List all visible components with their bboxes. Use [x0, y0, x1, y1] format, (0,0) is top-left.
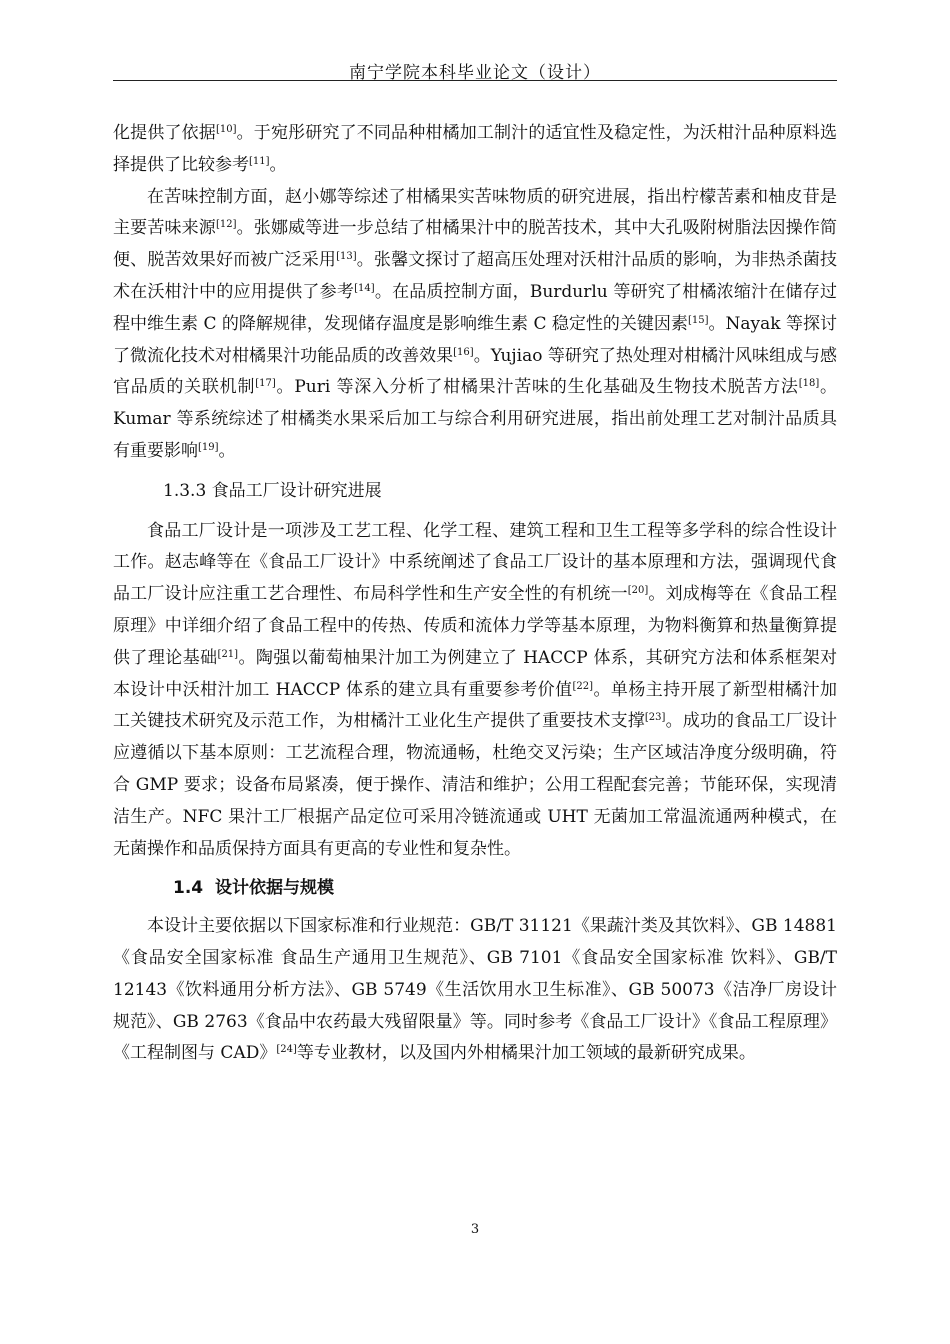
text-run: 。Nayak 等探讨了微流化技术对柑橘果汁功能品质的改善效果: [113, 313, 837, 366]
citation-ref: [12]: [215, 219, 237, 231]
text-run: 食品工厂设计是一项涉及工艺工程、化学工程、建筑工程和卫生工程等多学科的综合性设计工作。赵志峰等在《食品工厂设计》中系统阐述了食品工厂设计的基本原理和方法，强调现代食品工厂设计应注重工艺合理性、布局科学性和生产安全性的有机统一: [113, 520, 837, 605]
text-run: 。Kumar 等系统综述了柑橘类水果采后加工与综合利用研究进展，指出前处理工艺对制汁品质具有重要影响: [113, 377, 838, 461]
citation-ref: [23]: [644, 712, 666, 724]
text-run: 在苦味控制方面，赵小娜等综述了柑橘果实苦味物质的研究进展，指出柠檬苦素和柚皮苷是主要苦味来源: [113, 186, 837, 239]
text-run: 。张馨文探讨了超高压处理对沃柑汁品质的影响，为非热杀菌技术在沃柑汁中的应用提供了参考: [113, 250, 838, 302]
section-number: 1.4: [173, 878, 204, 899]
section-heading-1-4: [173, 873, 837, 905]
citation-ref: [13]: [336, 251, 357, 263]
text-run: 。: [218, 440, 236, 461]
citation-ref: [18]: [798, 378, 820, 390]
section-title: 设计依据与规模: [214, 878, 334, 899]
citation-ref: [19]: [198, 441, 219, 453]
citation-ref: [10]: [215, 124, 237, 135]
paragraph-2: [113, 182, 837, 468]
text-run: 。Yujiao 等研究了热处理对柑橘汁风味组成与感官品质的关联机制: [113, 345, 837, 398]
text-run: 。张娜威等进一步总结了柑橘果汁中的脱苦技术，其中大孔吸附树脂法因操作简便、脱苦效果好而被广泛采用: [113, 218, 838, 271]
document-body: [113, 118, 837, 1070]
citation-ref: [21]: [217, 648, 239, 660]
text-run: 化提供了依据: [113, 123, 216, 143]
page-number: 3: [470, 1222, 480, 1237]
running-header: 南宁学院本科毕业论文（设计）: [349, 63, 601, 83]
citation-ref: [14]: [354, 282, 375, 294]
paragraph-1: [113, 118, 837, 182]
text-run: 本设计主要依据以下国家标准和行业规范：GB/T 31121《果蔬汁类及其饮料》、GB 14881《食品安全国家标准 食品生产通用卫生规范》、GB 7101《食品安全国家标准 饮料》、GB/T 12143《饮料通用分析方法》、GB 5749《生活饮用水卫生标准》、GB 50073《洁净厂房设计规范》、GB 2763《食品中农药最大残留限量》等。同时参考《食品工厂设计》《食品工程原理》《工程制图与 CAD》: [113, 916, 837, 1064]
text-run: 。成功的食品工厂设计应遵循以下基本原则：工艺流程合理，物流通畅，杜绝交叉污染；生产区域洁净度分级明确，符合 GMP 要求；设备布局紧凑，便于操作、清洁和维护；公用工程配套完善；节能环保，实现清洁生产。NFC 果汁工厂根据产品定位可采用冷链流通或 UHT 无菌加工常温流通两种模式，在无菌操作和品质保持方面具有更高的专业性和复杂性。: [113, 711, 837, 859]
header-rule: [113, 80, 837, 81]
text-run: 。单杨主持开展了新型柑橘汁加工关键技术研究及示范工作，为柑橘汁工业化生产提供了重要技术支撑: [113, 679, 837, 732]
citation-ref: [22]: [572, 680, 594, 692]
citation-ref: [16]: [453, 346, 474, 358]
text-run: 。Puri 等深入分析了柑橘果汁苦味的生化基础及生物技术脱苦方法: [275, 377, 799, 398]
section-heading-1-3-3: 1.3.3 食品工厂设计研究进展: [163, 480, 382, 501]
citation-ref: [20]: [627, 585, 649, 597]
text-run: 。刘成梅等在《食品工程原理》中详细介绍了食品工程中的传热、传质和流体力学等基本原理，为物料衡算和热量衡算提供了理论基础: [113, 584, 838, 668]
text-run: 。于宛彤研究了不同品种柑橘加工制汁的适宜性及稳定性，为沃柑汁品种原料选择提供了比较参考: [113, 123, 838, 175]
text-run: 等专业教材，以及国内外柑橘果汁加工领域的最新研究成果。: [296, 1043, 756, 1064]
citation-ref: [11]: [249, 155, 270, 167]
citation-ref: [15]: [687, 314, 709, 326]
text-run: 。陶强以葡萄柚果汁加工为例建立了 HACCP 体系，其研究方法和体系框架对本设计中沃柑汁加工 HACCP 体系的建立具有重要参考价值: [113, 647, 837, 700]
citation-ref: [24]: [276, 1044, 297, 1056]
paragraph-3: [113, 516, 837, 866]
text-run: 。在品质控制方面，Burdurlu 等研究了柑橘浓缩汁在储存过程中维生素 C 的降解规律，发现储存温度是影响维生素 C 稳定性的关键因素: [113, 281, 837, 334]
citation-ref: [17]: [255, 378, 276, 390]
paragraph-4: [113, 911, 837, 1070]
text-run: 。: [269, 154, 287, 175]
